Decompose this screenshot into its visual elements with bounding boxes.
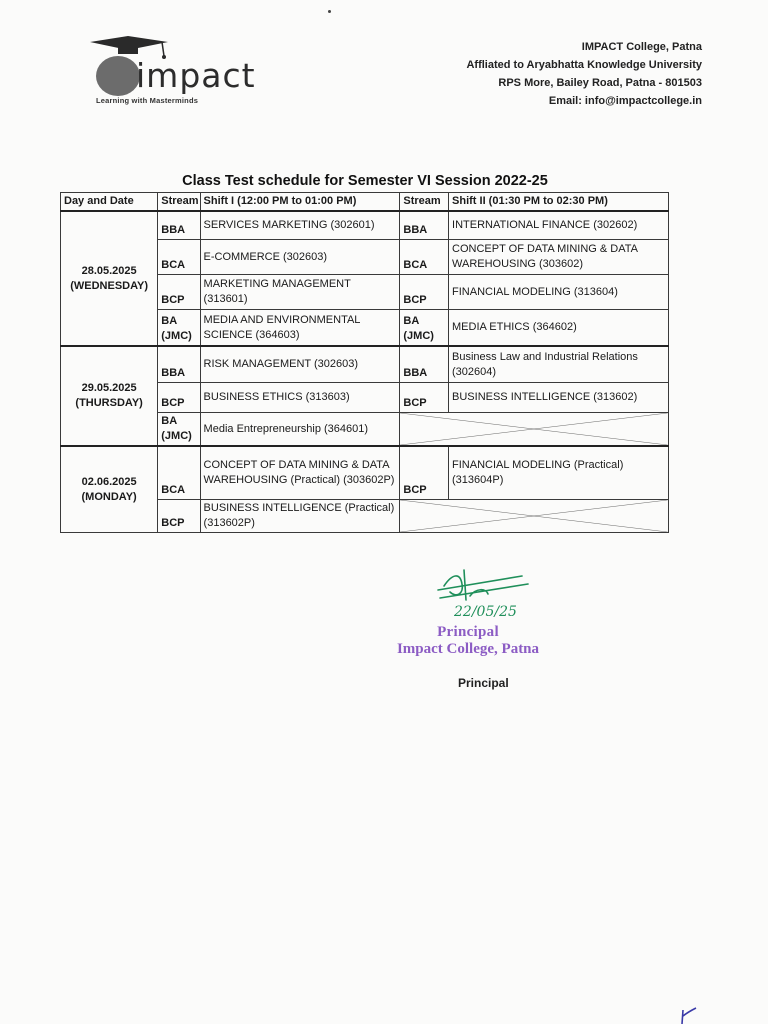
- address-line-2: Affliated to Aryabhatta Knowledge University: [466, 59, 702, 71]
- college-address: [466, 38, 702, 110]
- stamp-line-1: Principal: [437, 624, 499, 640]
- schedule-title: Class Test schedule for Semester VI Session 2022-25: [182, 173, 548, 189]
- subject-cell: MARKETING MANAGEMENT (313601): [200, 275, 400, 310]
- table-row: [61, 346, 669, 383]
- subject-cell: MEDIA AND ENVIRONMENTAL SCIENCE (364603): [200, 310, 400, 347]
- stream-cell: BCA: [400, 240, 449, 275]
- subject-cell: RISK MANAGEMENT (302603): [200, 346, 400, 383]
- header-shift-1: Shift I (12:00 PM to 01:00 PM): [200, 193, 400, 212]
- logo-wordmark: impact: [136, 56, 256, 95]
- day-date: 29.05.2025: [81, 382, 137, 394]
- day-cell: [61, 211, 158, 346]
- table-row: [61, 211, 669, 240]
- stream-cell: BA (JMC): [400, 310, 449, 347]
- subject-cell: FINANCIAL MODELING (Practical) (313604P): [449, 446, 669, 500]
- subject-cell: Business Law and Industrial Relations (302604): [449, 346, 669, 383]
- day-cell: [61, 346, 158, 446]
- logo-tagline: Learning with Masterminds: [96, 96, 199, 105]
- stream-cell: BBA: [400, 211, 449, 240]
- stream-cell: BCP: [158, 275, 200, 310]
- header-shift-2: Shift II (01:30 PM to 02:30 PM): [449, 193, 669, 212]
- stream-cell: BBA: [158, 346, 200, 383]
- day-date: 02.06.2025: [81, 475, 137, 488]
- subject-cell: E-COMMERCE (302603): [200, 240, 400, 275]
- subject-cell: FINANCIAL MODELING (313604): [449, 275, 669, 310]
- crossed-out-cell: [400, 413, 669, 447]
- stream-cell: BCP: [400, 275, 449, 310]
- address-line-1: IMPACT College, Patna: [581, 41, 702, 53]
- corner-ink-mark: [676, 1006, 698, 1024]
- stream-cell: BCA: [158, 446, 200, 500]
- subject-cell: BUSINESS ETHICS (313603): [200, 383, 400, 413]
- stream-cell: BCP: [158, 383, 200, 413]
- crossed-out-cell: [400, 500, 669, 533]
- subject-cell: SERVICES MARKETING (302601): [200, 211, 400, 240]
- day-weekday: (MONDAY): [81, 490, 137, 503]
- stream-cell: BA (JMC): [158, 413, 200, 447]
- stamp-line-2: Impact College, Patna: [396, 641, 540, 657]
- stream-cell: BBA: [400, 346, 449, 383]
- principal-stamp: [378, 624, 558, 658]
- stream-cell: BCP: [158, 500, 200, 533]
- stream-cell: BBA: [158, 211, 200, 240]
- stream-cell: BCA: [158, 240, 200, 275]
- subject-cell: BUSINESS INTELLIGENCE (Practical)(313602P): [200, 500, 400, 533]
- day-weekday: (WEDNESDAY): [70, 279, 149, 292]
- schedule-table: [60, 192, 669, 533]
- header-day: Day and Date: [61, 193, 158, 212]
- principal-caption: Principal: [458, 676, 509, 690]
- handwritten-signature: [430, 566, 550, 626]
- college-logo: [88, 34, 256, 110]
- subject-cell: Media Entrepreneurship (364601): [200, 413, 400, 447]
- cross-out-lines: [400, 413, 668, 445]
- stream-cell: BA (JMC): [158, 310, 200, 347]
- table-header-row: [61, 193, 669, 212]
- header-stream-2: Stream: [400, 193, 449, 212]
- cross-out-lines: [400, 500, 668, 532]
- subject-cell: BUSINESS INTELLIGENCE (313602): [449, 383, 669, 413]
- subject-cell: MEDIA ETHICS (364602): [449, 310, 669, 347]
- address-line-3: RPS More, Bailey Road, Patna - 801503: [498, 77, 702, 89]
- scan-speck: [328, 10, 331, 13]
- day-weekday: (THURSDAY): [75, 397, 143, 409]
- subject-cell: CONCEPT OF DATA MINING & DATA WAREHOUSING (Practical) (303602P): [200, 446, 400, 500]
- address-email: Email: info@impactcollege.in: [548, 95, 702, 107]
- stream-cell: BCP: [400, 383, 449, 413]
- table-row: [61, 446, 669, 500]
- header-stream-1: Stream: [158, 193, 200, 212]
- subject-cell: CONCEPT OF DATA MINING & DATA WAREHOUSING (303602): [449, 240, 669, 275]
- signature-date: 22/05/25: [454, 604, 517, 620]
- day-cell: [61, 446, 158, 533]
- stream-cell: BCP: [400, 446, 449, 500]
- subject-cell: INTERNATIONAL FINANCE (302602): [449, 211, 669, 240]
- day-date: 28.05.2025: [81, 264, 137, 277]
